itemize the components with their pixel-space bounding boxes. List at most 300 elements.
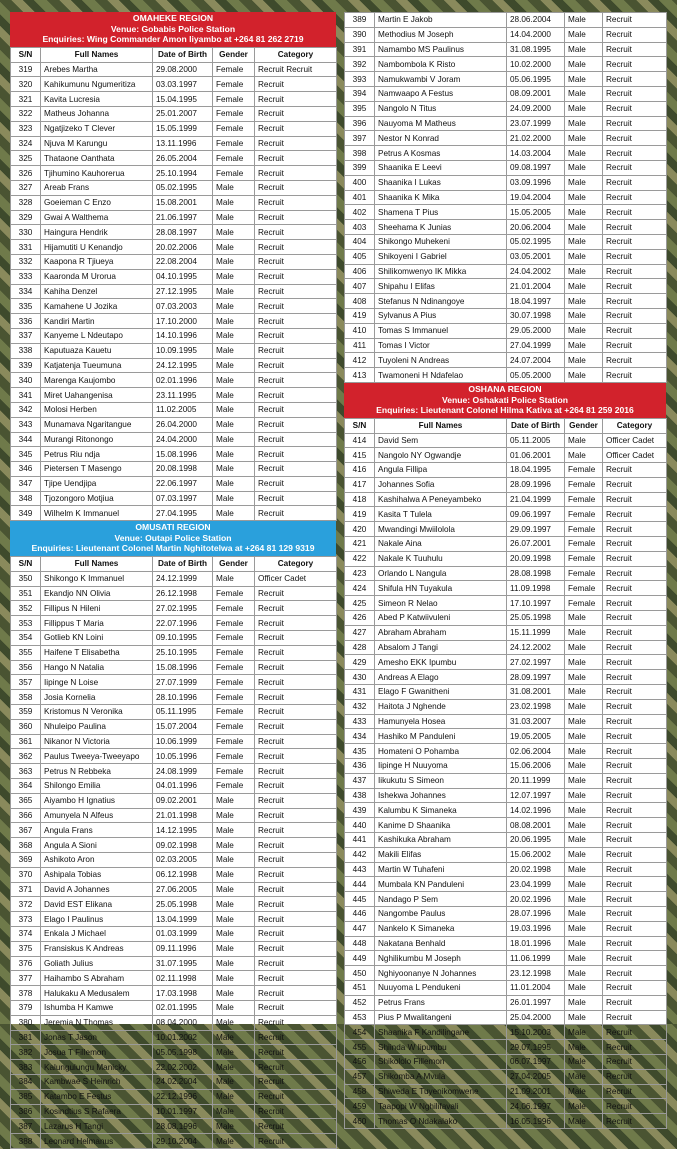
table-row [345,57,667,72]
cell-dob: 27.04.2005 [507,1069,565,1084]
cell-name: Mumbala KN Panduleni [375,877,507,892]
cell-dob: 01.03.1999 [153,926,213,941]
cell-sn: 343 [11,417,41,432]
cell-category: Recruit [255,402,337,417]
cell-name: Jonas T Jason [41,1030,153,1045]
cell-gender: Male [213,838,255,853]
table-row [11,491,337,506]
cell-category: Recruit [255,1119,337,1134]
cell-name: Molosi Herben [41,402,153,417]
cell-name: Nangolo N Titus [375,101,507,116]
cell-name: Iipinge H Nuuyoma [375,759,507,774]
cell-dob: 07.03.1997 [153,491,213,506]
cell-gender: Male [213,971,255,986]
cell-category: Recruit [603,353,667,368]
cell-category: Recruit [255,749,337,764]
cell-sn: 321 [11,92,41,107]
col-header-gender: Gender [213,557,255,572]
table-row [345,1040,667,1055]
cell-category: Recruit [255,506,337,521]
cell-dob: 20.02.1996 [507,892,565,907]
table-row [11,506,337,521]
cell-name: Abed P Katwiivuleni [375,611,507,626]
cell-gender: Male [565,847,603,862]
cell-gender: Female [565,463,603,478]
cell-name: Enkala J Michael [41,926,153,941]
cell-name: Thataone Oanthata [41,151,153,166]
table-row [11,749,337,764]
cell-sn: 370 [11,867,41,882]
table-row [345,1114,667,1129]
cell-category: Recruit [255,284,337,299]
cell-gender: Male [213,1089,255,1104]
cell-sn: 418 [345,492,375,507]
table-row [345,42,667,57]
cell-dob: 31.03.2007 [507,714,565,729]
cell-sn: 352 [11,601,41,616]
cell-sn: 361 [11,734,41,749]
cell-sn: 360 [11,719,41,734]
cell-sn: 334 [11,284,41,299]
cell-name: Haitota J Nghende [375,699,507,714]
cell-sn: 331 [11,240,41,255]
cell-name: Marenga Kaujombo [41,373,153,388]
cell-sn: 328 [11,195,41,210]
cell-sn: 357 [11,675,41,690]
cell-sn: 353 [11,616,41,631]
cell-gender: Male [213,897,255,912]
table-row [345,205,667,220]
cell-gender: Female [213,106,255,121]
cell-sn: 363 [11,764,41,779]
cell-category: Recruit [603,877,667,892]
cell-category: Recruit [603,625,667,640]
cell-category: Recruit [603,57,667,72]
cell-category: Recruit [255,660,337,675]
cell-name: Ashikoto Aron [41,853,153,868]
cell-gender: Male [565,1054,603,1069]
cell-sn: 356 [11,660,41,675]
cell-name: Nambombola K Risto [375,57,507,72]
cell-category: Recruit [603,773,667,788]
cell-sn: 403 [345,220,375,235]
cell-sn: 373 [11,912,41,927]
cell-dob: 22.12.1996 [153,1089,213,1104]
cell-dob: 15.05.1999 [153,121,213,136]
cell-category: Recruit [603,581,667,596]
cell-sn: 416 [345,463,375,478]
cell-name: Shipahu I Elifas [375,279,507,294]
cell-dob: 21.06.1997 [153,210,213,225]
cell-dob: 02.11.1998 [153,971,213,986]
cell-gender: Male [213,1000,255,1015]
cell-dob: 18.01.1996 [507,936,565,951]
cell-gender: Female [565,537,603,552]
table-row [345,877,667,892]
table-row [345,338,667,353]
cell-sn: 419 [345,308,375,323]
cell-name: Njuva M Karungu [41,136,153,151]
cell-sn: 445 [345,892,375,907]
cell-category: Recruit [255,136,337,151]
cell-sn: 399 [345,160,375,175]
cell-gender: Male [213,328,255,343]
cell-dob: 24.09.2000 [507,101,565,116]
cell-name: Shikomba A Mvula [375,1069,507,1084]
cell-category: Recruit [255,432,337,447]
cell-sn: 413 [345,368,375,383]
cell-gender: Female [565,566,603,581]
cell-name: Petrus Riu ndja [41,447,153,462]
cell-sn: 350 [11,571,41,586]
cell-category: Recruit [255,764,337,779]
cell-name: Kamahene U Jozika [41,299,153,314]
cell-gender: Male [565,220,603,235]
cell-sn: 359 [11,705,41,720]
table-row [11,660,337,675]
cell-gender: Male [565,892,603,907]
table-row [11,299,337,314]
cell-category: Recruit [255,808,337,823]
cell-gender: Male [213,476,255,491]
cell-name: Nauyoma M Matheus [375,116,507,131]
cell-dob: 22.06.1997 [153,476,213,491]
cell-name: Nangombe Paulus [375,907,507,922]
table-row [345,862,667,877]
cell-category: Recruit [255,447,337,462]
cell-category: Recruit [255,240,337,255]
cell-category: Recruit [255,823,337,838]
cell-sn: 441 [345,833,375,848]
cell-category: Recruit Recruit [255,62,337,77]
cell-gender: Male [565,323,603,338]
cell-gender: Female [565,507,603,522]
cell-gender: Male [565,1040,603,1055]
cell-gender: Male [213,986,255,1001]
region-venue: Venue: Oshakati Police Station [441,394,569,405]
cell-dob: 22.02.2002 [153,1060,213,1075]
table-row [11,941,337,956]
col-header-category: Category [255,557,337,572]
cell-category: Recruit [603,160,667,175]
table-row [345,833,667,848]
cell-gender: Female [213,616,255,631]
cell-dob: 21.04.1999 [507,492,565,507]
cell-dob: 17.10.2000 [153,314,213,329]
table-row [11,705,337,720]
cell-name: Lazarus H Tangi [41,1119,153,1134]
cell-sn: 377 [11,971,41,986]
cell-gender: Male [565,433,603,448]
table-row [345,368,667,383]
cell-dob: 05.11.1995 [153,705,213,720]
cell-category: Recruit [603,936,667,951]
cell-name: Petrus Frans [375,995,507,1010]
cell-name: Kanyeme L Ndeutapo [41,328,153,343]
cell-name: Haifene T Elisabetha [41,645,153,660]
region-title: OMAHEKE REGION [132,13,214,23]
cell-sn: 333 [11,269,41,284]
table-row [345,353,667,368]
cell-gender: Male [565,190,603,205]
omusati-continued-table [344,12,667,383]
cell-sn: 378 [11,986,41,1001]
table-header-row [11,557,337,572]
cell-gender: Male [213,388,255,403]
cell-dob: 13.11.1996 [153,136,213,151]
cell-sn: 426 [345,611,375,626]
cell-dob: 29.07.1995 [507,1040,565,1055]
cell-gender: Male [213,926,255,941]
cell-dob: 28.09.1997 [507,670,565,685]
table-row [11,402,337,417]
cell-name: Jeremia N Thomas [41,1015,153,1030]
cell-name: Fillippus T Maria [41,616,153,631]
cell-name: Angula Fillipa [375,463,507,478]
cell-gender: Male [213,1104,255,1119]
table-row [11,808,337,823]
cell-dob: 29.09.1997 [507,522,565,537]
cell-category: Recruit [603,492,667,507]
cell-name: Tomas I Victor [375,338,507,353]
table-row [11,447,337,462]
table-row [11,1000,337,1015]
cell-category: Recruit [255,734,337,749]
cell-sn: 344 [11,432,41,447]
table-row [11,926,337,941]
table-row [11,1060,337,1075]
cell-dob: 15.11.1999 [507,625,565,640]
cell-gender: Male [565,338,603,353]
table-header-row [345,418,667,433]
cell-category: Recruit [603,234,667,249]
cell-gender: Male [565,57,603,72]
cell-sn: 447 [345,921,375,936]
cell-category: Recruit [603,699,667,714]
cell-sn: 412 [345,353,375,368]
cell-dob: 18.04.1997 [507,294,565,309]
cell-gender: Male [565,744,603,759]
cell-gender: Male [565,448,603,463]
table-row [11,690,337,705]
table-row [11,986,337,1001]
cell-dob: 26.12.1998 [153,586,213,601]
cell-sn: 368 [11,838,41,853]
cell-name: Nestor N Konrad [375,131,507,146]
cell-gender: Male [213,343,255,358]
table-row [11,106,337,121]
table-row [11,180,337,195]
table-row [11,1134,337,1149]
cell-sn: 394 [345,86,375,101]
omaheke-table [10,47,337,522]
cell-dob: 03.03.1997 [153,77,213,92]
cell-dob: 24.12.2002 [507,640,565,655]
cell-name: Hashiko M Panduleni [375,729,507,744]
cell-sn: 423 [345,566,375,581]
cell-dob: 06.07.1997 [507,1054,565,1069]
table-row [345,116,667,131]
table-row [11,764,337,779]
cell-name: Elago I Paulinus [41,912,153,927]
cell-category: Recruit [603,907,667,922]
cell-sn: 438 [345,788,375,803]
cell-name: Mwandingi Mwiilolola [375,522,507,537]
cell-gender: Male [213,956,255,971]
cell-sn: 396 [345,116,375,131]
cell-gender: Female [213,705,255,720]
cell-gender: Female [213,660,255,675]
cell-dob: 20.09.1998 [507,551,565,566]
cell-gender: Male [565,655,603,670]
cell-category: Recruit [255,867,337,882]
cell-sn: 411 [345,338,375,353]
cell-sn: 427 [345,625,375,640]
cell-dob: 14.02.1996 [507,803,565,818]
cell-name: Nakale Aina [375,537,507,552]
cell-sn: 425 [345,596,375,611]
cell-name: Petrus N Rebbeka [41,764,153,779]
cell-sn: 339 [11,358,41,373]
cell-dob: 21.01.2004 [507,279,565,294]
cell-name: Goliath Julius [41,956,153,971]
table-row [345,551,667,566]
cell-name: Sheehama K Junias [375,220,507,235]
table-row [345,1010,667,1025]
cell-sn: 384 [11,1074,41,1089]
cell-category: Recruit [255,853,337,868]
cell-dob: 26.01.1997 [507,995,565,1010]
cell-name: Kambwae S Heinrich [41,1074,153,1089]
table-row [345,640,667,655]
cell-category: Recruit [603,507,667,522]
cell-gender: Male [213,1060,255,1075]
cell-gender: Male [213,571,255,586]
cell-name: Angula Frans [41,823,153,838]
cell-gender: Female [213,645,255,660]
oshana-table [344,418,667,1129]
cell-dob: 25.05.1998 [507,611,565,626]
cell-dob: 24.06.1997 [507,1099,565,1114]
cell-dob: 09.06.1997 [507,507,565,522]
cell-sn: 401 [345,190,375,205]
cell-sn: 362 [11,749,41,764]
table-row [11,956,337,971]
cell-gender: Male [213,823,255,838]
cell-sn: 422 [345,551,375,566]
cell-name: Abraham Abraham [375,625,507,640]
cell-gender: Male [565,921,603,936]
table-row [345,892,667,907]
cell-category: Recruit [255,343,337,358]
cell-name: Munamava Ngaritangue [41,417,153,432]
table-row [11,195,337,210]
cell-name: Shikololo Fillemon [375,1054,507,1069]
cell-category: Recruit [603,116,667,131]
cell-dob: 28.07.1996 [507,907,565,922]
cell-category: Recruit [603,477,667,492]
cell-sn: 395 [345,101,375,116]
col-header-name: Full Names [375,418,507,433]
cell-category: Recruit [603,86,667,101]
cell-sn: 319 [11,62,41,77]
cell-dob: 15.08.1996 [153,660,213,675]
cell-gender: Male [565,625,603,640]
cell-gender: Male [565,175,603,190]
cell-sn: 434 [345,729,375,744]
cell-name: Andreas A Elago [375,670,507,685]
cell-name: Tjozongoro Motjiua [41,491,153,506]
cell-sn: 404 [345,234,375,249]
table-row [11,432,337,447]
cell-sn: 380 [11,1015,41,1030]
cell-dob: 10.06.1999 [153,734,213,749]
cell-category: Recruit [603,27,667,42]
cell-dob: 26.04.2000 [153,417,213,432]
table-row [11,897,337,912]
cell-sn: 327 [11,180,41,195]
cell-name: Gotlieb KN Loini [41,631,153,646]
cell-category: Recruit [255,254,337,269]
cell-sn: 372 [11,897,41,912]
table-row [11,838,337,853]
cell-gender: Male [565,294,603,309]
cell-category: Recruit [603,551,667,566]
cell-sn: 335 [11,299,41,314]
cell-dob: 19.03.1996 [507,921,565,936]
cell-sn: 442 [345,847,375,862]
cell-dob: 23.12.1998 [507,966,565,981]
cell-category: Recruit [603,566,667,581]
table-row [345,625,667,640]
cell-sn: 452 [345,995,375,1010]
cell-dob: 20.06.2004 [507,220,565,235]
table-row [345,264,667,279]
cell-sn: 382 [11,1045,41,1060]
cell-gender: Male [565,951,603,966]
col-header-category: Category [603,418,667,433]
cell-dob: 01.06.2001 [507,448,565,463]
cell-gender: Female [565,492,603,507]
cell-sn: 381 [11,1030,41,1045]
cell-gender: Male [565,773,603,788]
cell-sn: 400 [345,175,375,190]
cell-name: Homateni O Pohamba [375,744,507,759]
cell-category: Recruit [603,1114,667,1129]
cell-category: Recruit [603,101,667,116]
table-row [345,537,667,552]
cell-sn: 390 [345,27,375,42]
cell-sn: 385 [11,1089,41,1104]
table-row [345,685,667,700]
table-row [345,294,667,309]
cell-sn: 458 [345,1084,375,1099]
cell-name: Kashikuka Abraham [375,833,507,848]
table-row [345,220,667,235]
table-row [11,343,337,358]
cell-name: Josia Kornelia [41,690,153,705]
cell-gender: Male [565,86,603,101]
cell-category: Recruit [603,1069,667,1084]
cell-sn: 446 [345,907,375,922]
cell-name: Amesho EKK Ipumbu [375,655,507,670]
cell-category: Recruit [255,956,337,971]
cell-name: Namukwambi V Joram [375,72,507,87]
cell-gender: Female [565,581,603,596]
table-row [345,492,667,507]
cell-name: Kanime D Shaanika [375,818,507,833]
table-row [11,254,337,269]
